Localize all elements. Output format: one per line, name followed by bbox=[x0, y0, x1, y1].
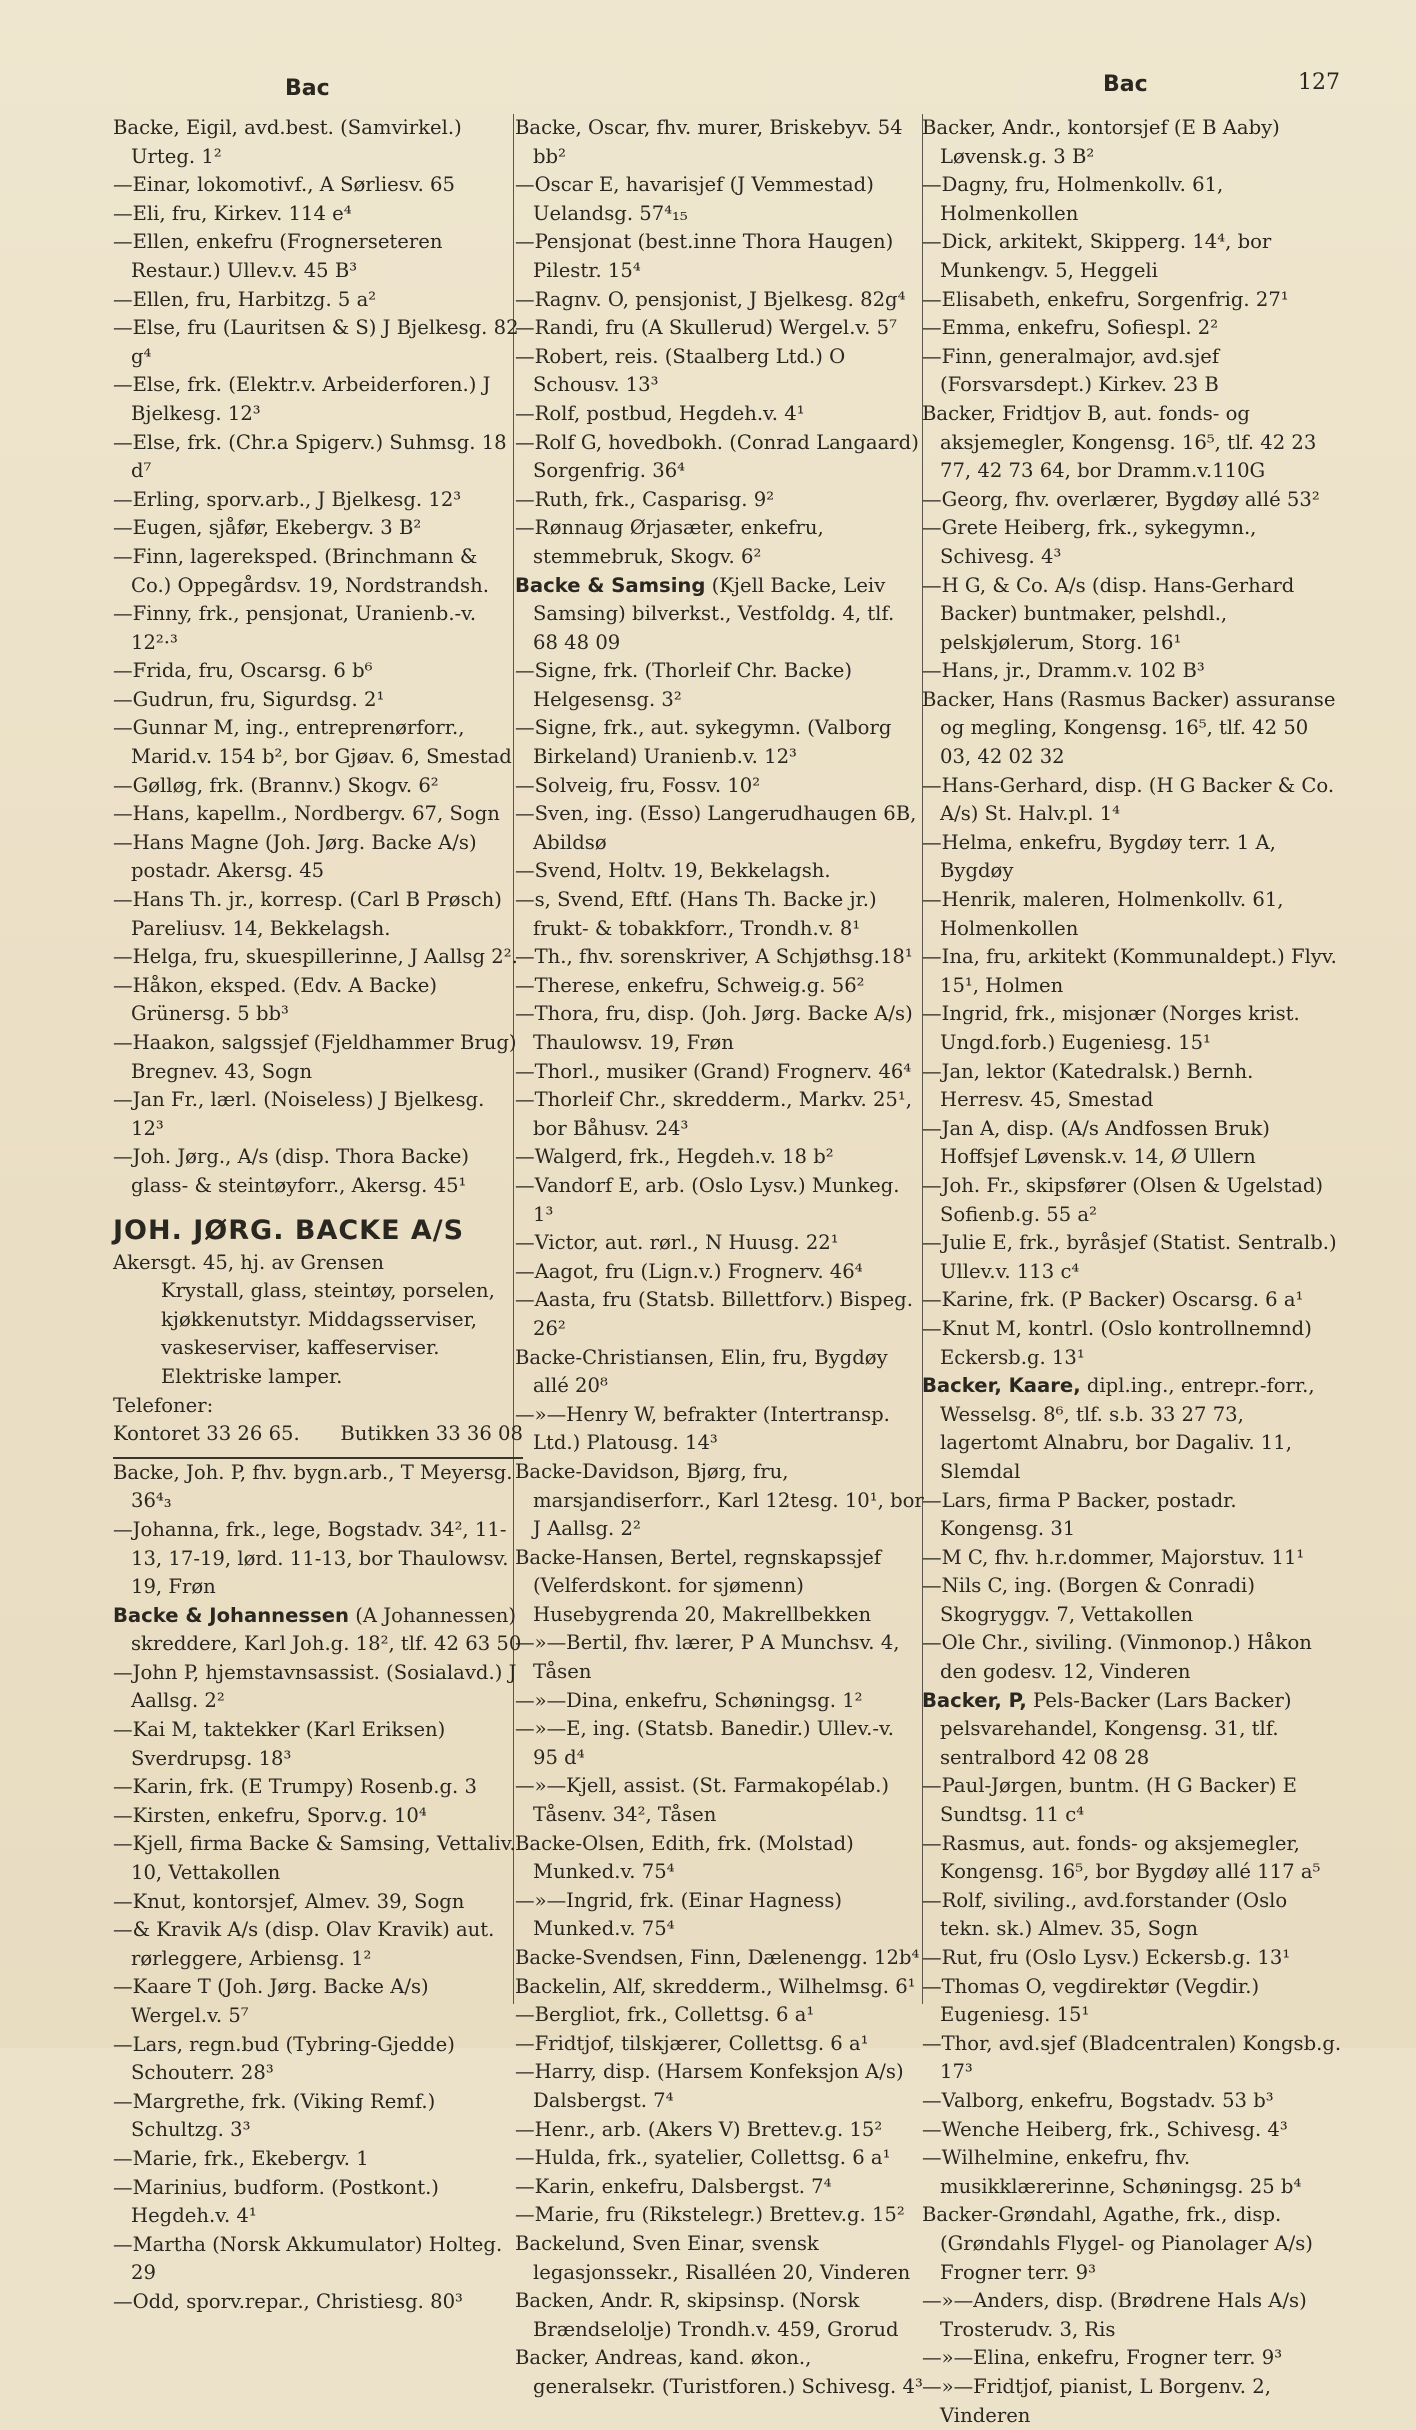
directory-entry: —Helma, enkefru, Bygdøy terr. 1 A, Bygdøy bbox=[922, 830, 1276, 883]
directory-entry: —Victor, aut. rørl., N Huusg. 22¹ bbox=[515, 1231, 839, 1255]
directory-entry: Backe, Oscar, fhv. murer, Briskebyv. 54 bb² bbox=[515, 116, 903, 168]
directory-entry: —Thorleif Chr., skredderm., Markv. 25¹, bor Båhusv. 24³ bbox=[515, 1088, 912, 1140]
directory-entry: —Rolf, postbud, Hegdeh.v. 4¹ bbox=[515, 401, 805, 425]
directory-entry: —Finn, generalmajor, avd.sjef (Forsvarsdept.) Kirkev. 23 B bbox=[922, 344, 1220, 397]
directory-entry: —Marie, fru (Rikstelegr.) Brettev.g. 15² bbox=[515, 2203, 905, 2227]
directory-entry: —Frida, fru, Oscarsg. 6 b⁶ bbox=[113, 659, 373, 683]
directory-entry: —Jan Fr., lærl. (Noiseless) J Bjelkesg. 12³ bbox=[113, 1088, 485, 1140]
directory-entry: —Thora, fru, disp. (Joh. Jørg. Backe A/s) Thaulowsv. 19, Frøn bbox=[515, 1002, 913, 1054]
directory-entry: —Aagot, fru (Lign.v.) Frognerv. 46⁴ bbox=[515, 1259, 863, 1283]
ad-title: JOH. JØRG. BACKE A/S bbox=[113, 1214, 465, 1246]
directory-entry: —Dick, arkitekt, Skipperg. 14⁴, bor Munkengv. 5, Heggeli bbox=[922, 230, 1272, 282]
directory-entry: —Bergliot, frk., Collettsg. 6 a¹ bbox=[515, 2003, 815, 2027]
directory-entry: —Th., fhv. sorenskriver, A Schjøthsg.18¹ bbox=[515, 945, 913, 969]
directory-entry: —Emma, enkefru, Sofiespl. 2² bbox=[922, 316, 1219, 340]
directory-entry: Backe, Joh. P, fhv. bygn.arb., T Meyersg. 36⁴₃ bbox=[113, 1460, 513, 1513]
directory-entry: —Rønnaug Ørjasæter, enkefru, stemmebruk, Skogv. 6² bbox=[515, 516, 824, 568]
column-2 bbox=[515, 114, 925, 2398]
directory-entry: —Hans-Gerhard, disp. (H G Backer & Co. A/s) St. Halv.pl. 1⁴ bbox=[922, 773, 1335, 826]
directory-entry: —»—Anders, disp. (Brødrene Hals A/s) Trosterudv. 3, Ris bbox=[922, 2289, 1307, 2341]
directory-entry: —Dagny, fru, Holmenkollv. 61, Holmenkollen bbox=[922, 173, 1224, 225]
ad-phones bbox=[113, 1420, 523, 1449]
directory-entry: —Nils C, ing. (Borgen & Conradi) Skogryggv. 7, Vettakollen bbox=[922, 1574, 1255, 1626]
directory-entry: Backer, Andreas, kand. økon., generalsekr. (Turistforen.) Schivesg. 4³ bbox=[515, 2346, 923, 2398]
directory-entry: Backer, Hans (Rasmus Backer) assuranse og megling, Kongensg. 16⁵, tlf. 42 50 03, 42 02 32 bbox=[922, 687, 1336, 769]
directory-entry: —Haakon, salgssjef (Fjeldhammer Brug) Bregnev. 43, Sogn bbox=[113, 1031, 517, 1083]
directory-entry: —Hulda, frk., syatelier, Collettsg. 6 a¹ bbox=[515, 2146, 891, 2170]
right-guide-word: Bac bbox=[1103, 72, 1148, 97]
directory-entry: Backe-Hansen, Bertel, regnskapssjef (Velferdskont. for sjømenn) Husebygrenda 20, Makrellbekken bbox=[515, 1545, 882, 1626]
directory-entry: —Kirsten, enkefru, Sporv.g. 10⁴ bbox=[113, 1803, 427, 1827]
directory-entry: —Randi, fru (A Skullerud) Wergel.v. 5⁷ bbox=[515, 316, 897, 340]
directory-entry: —Henrik, maleren, Holmenkollv. 61, Holmenkollen bbox=[922, 888, 1284, 940]
directory-entry: —Kai M, taktekker (Karl Eriksen) Sverdrupsg. 18³ bbox=[113, 1718, 446, 1770]
directory-entry: —Georg, fhv. overlærer, Bygdøy allé 53² bbox=[922, 487, 1320, 511]
directory-entry: —Signe, frk. (Thorleif Chr. Backe) Helgesensg. 3² bbox=[515, 659, 852, 711]
directory-entry: —Else, frk. (Elektr.v. Arbeiderforen.) J Bjelkesg. 12³ bbox=[113, 373, 491, 425]
ad-line: Krystall, glass, steintøy, porselen, bbox=[161, 1279, 495, 1303]
directory-entry: —Thomas O, vegdirektør (Vegdir.) Eugeniesg. 15¹ bbox=[922, 1974, 1260, 2027]
directory-entry: —Marinius, budform. (Postkont.) Hegdeh.v. 4¹ bbox=[113, 2175, 439, 2228]
directory-entry: —»—Kjell, assist. (St. Farmakopélab.) Tåsenv. 34², Tåsen bbox=[515, 1774, 890, 1827]
directory-entry: —Therese, enkefru, Schweig.g. 56² bbox=[515, 973, 865, 997]
directory-entry: —Robert, reis. (Staalberg Ltd.) O Schousv. 13³ bbox=[515, 344, 846, 397]
directory-entry: Backen, Andr. R, skipsinsp. (Norsk Brændselolje) Trondh.v. 459, Grorud bbox=[515, 2289, 899, 2341]
directory-entry: —»—Bertil, fhv. lærer, P A Munchsv. 4, Tåsen bbox=[515, 1631, 900, 1684]
directory-entry: —Erling, sporv.arb., J Bjelkesg. 12³ bbox=[113, 487, 462, 511]
directory-entry: —Else, frk. (Chr.a Spigerv.) Suhmsg. 18 d⁷ bbox=[113, 430, 507, 483]
column-1-entries-top bbox=[113, 114, 523, 1201]
directory-entry: —Ole Chr., siviling. (Vinmonop.) Håkon den godesv. 12, Vinderen bbox=[922, 1631, 1312, 1684]
directory-entry: —Jan A, disp. (A/s Andfossen Bruk) Hoffsjef Løvensk.v. 14, Ø Ullern bbox=[922, 1116, 1270, 1169]
directory-entry: Backe-Davidson, Bjørg, fru, marsjandiserforr., Karl 12tesg. 10¹, bor J Aallsg. 2² bbox=[515, 1459, 924, 1541]
ad-lamps: Elektriske lamper. bbox=[161, 1364, 343, 1388]
directory-entry: Backe, Eigil, avd.best. (Samvirkel.) Urteg. 1² bbox=[113, 116, 462, 168]
directory-entry: Backelin, Alf, skredderm., Wilhelmsg. 6¹ bbox=[515, 1974, 916, 1998]
directory-entry: —Lars, regn.bud (Tybring-Gjedde) Schouterr. 28³ bbox=[113, 2032, 455, 2085]
directory-entry: —Thorl., musiker (Grand) Frognerv. 46⁴ bbox=[515, 1059, 912, 1083]
ad-office-phone: Kontoret 33 26 65. bbox=[113, 1422, 300, 1446]
directory-entry: —Sven, ing. (Esso) Langerudhaugen 6B, Abildsø bbox=[515, 802, 917, 854]
directory-entry: —»—Henry W, befrakter (Intertransp. Ltd.) Platousg. 14³ bbox=[515, 1402, 890, 1455]
directory-entry: Backe-Olsen, Edith, frk. (Molstad) Munked.v. 75⁴ bbox=[515, 1831, 854, 1884]
directory-entry: —Ragnv. O, pensjonist, J Bjelkesg. 82g⁴ bbox=[515, 287, 906, 311]
ad-shop-phone: Butikken 33 36 08 bbox=[340, 1422, 523, 1446]
directory-entry: —Karin, enkefru, Dalsbergst. 7⁴ bbox=[515, 2174, 832, 2198]
directory-entry: —Aasta, fru (Statsb. Billettforv.) Bispeg. 26² bbox=[515, 1288, 913, 1340]
directory-entry: —Thor, avd.sjef (Bladcentralen) Kongsb.g. 17³ bbox=[922, 2031, 1342, 2084]
directory-entry: —Svend, Holtv. 19, Bekkelagsh. bbox=[515, 859, 831, 883]
directory-entry: —Pensjonat (best.inne Thora Haugen) Pilestr. 15⁴ bbox=[515, 230, 894, 282]
directory-entry: —Knut, kontorsjef, Almev. 39, Sogn bbox=[113, 1889, 465, 1913]
directory-entry: —Ingrid, frk., misjonær (Norges krist. Ungd.forb.) Eugeniesg. 15¹ bbox=[922, 1002, 1300, 1054]
directory-entry: Backer, Kaare, dipl.ing., entrepr.-forr., Wesselsg. 8⁶, tlf. s.b. 33 27 73, lagertomt Alnabru, bor Dagaliv. 11, Slemdal bbox=[922, 1374, 1315, 1483]
directory-entry: —Rolf G, hovedbokh. (Conrad Langaard) Sorgenfrig. 36⁴ bbox=[515, 430, 919, 483]
directory-entry: —Odd, sporv.repar., Christiesg. 80³ bbox=[113, 2289, 463, 2313]
directory-entry: —Joh. Fr., skipsfører (Olsen & Ugelstad) Sofienb.g. 55 a² bbox=[922, 1173, 1324, 1226]
directory-entry: —»—Elina, enkefru, Frogner terr. 9³ bbox=[922, 2346, 1283, 2370]
directory-entry: —Oscar E, havarisjef (J Vemmestad) Uelandsg. 57⁴₁₅ bbox=[515, 173, 874, 225]
directory-entry: —Gunnar M, ing., entreprenørforr., Marid.v. 154 b², bor Gjøav. 6, Smestad bbox=[113, 716, 512, 769]
directory-entry: Backe-Christiansen, Elin, fru, Bygdøy allé 20⁸ bbox=[515, 1345, 888, 1398]
directory-entry: —Henr., arb. (Akers V) Brettev.g. 15² bbox=[515, 2117, 883, 2141]
directory-entry: —Rolf, siviling., avd.forstander (Oslo tekn. sk.) Almev. 35, Sogn bbox=[922, 1888, 1288, 1941]
directory-entry: —Kjell, firma Backe & Samsing, Vettaliv. 10, Vettakollen bbox=[113, 1832, 516, 1885]
directory-entry: —Else, fru (Lauritsen & S) J Bjelkesg. 82 g⁴ bbox=[113, 316, 519, 368]
directory-entry: —Hans Th. jr., korresp. (Carl B Prøsch) Pareliusv. 14, Bekkelagsh. bbox=[113, 888, 502, 940]
ad-tel-label: Telefoner: bbox=[113, 1393, 214, 1417]
directory-entry: —Martha (Norsk Akkumulator) Holteg. 29 bbox=[113, 2232, 503, 2285]
left-guide-word: Bac bbox=[285, 76, 330, 101]
directory-entry: —s, Svend, Eftf. (Hans Th. Backe jr.) frukt- & tobakkforr., Trondh.v. 8¹ bbox=[515, 888, 877, 940]
directory-entry: Backe & Johannessen (A Johannessen) skreddere, Karl Joh.g. 18², tlf. 42 63 50 bbox=[113, 1603, 522, 1656]
directory-entry: —Wenche Heiberg, frk., Schivesg. 4³ bbox=[922, 2117, 1288, 2141]
directory-entry: —Signe, frk., aut. sykegymn. (Valborg Birkeland) Uranienb.v. 12³ bbox=[515, 716, 892, 769]
directory-entry: —Harry, disp. (Harsem Konfeksjon A/s) Dalsbergst. 7⁴ bbox=[515, 2060, 904, 2112]
page-header bbox=[0, 66, 1416, 106]
directory-entry: —Hans, jr., Dramm.v. 102 B³ bbox=[922, 659, 1205, 683]
directory-entry: —John P, hjemstavnsassist. (Sosialavd.) J Aallsg. 2² bbox=[113, 1660, 517, 1713]
directory-entry: —Margrethe, frk. (Viking Remf.) Schultzg. 3³ bbox=[113, 2089, 436, 2142]
directory-entry: —Ruth, frk., Casparisg. 9² bbox=[515, 487, 775, 511]
directory-entry: —Kaare T (Joh. Jørg. Backe A/s) Wergel.v. 5⁷ bbox=[113, 1975, 429, 2027]
column-1 bbox=[113, 114, 523, 2313]
directory-entry: —Fridtjof, tilskjærer, Collettsg. 6 a¹ bbox=[515, 2031, 869, 2055]
directory-entry: —Walgerd, frk., Hegdeh.v. 18 b² bbox=[515, 1145, 834, 1169]
directory-entry: —Jan, lektor (Katedralsk.) Bernh. Herresv. 45, Smestad bbox=[922, 1059, 1254, 1112]
directory-entry: —Karine, frk. (P Backer) Oscarsg. 6 a¹ bbox=[922, 1288, 1304, 1312]
column-1-entries-bottom bbox=[113, 1459, 523, 2317]
directory-entry: —Lars, firma P Backer, postadr. Kongensg. 31 bbox=[922, 1488, 1237, 1541]
directory-entry: —Finn, lagereksped. (Brinchmann & Co.) Oppegårdsv. 19, Nordstrandsh. bbox=[113, 544, 489, 597]
ad-line: kjøkkenutstyr. Middagsserviser, bbox=[161, 1307, 478, 1331]
directory-entry: Backer, Fridtjov B, aut. fonds- og aksjemegler, Kongensg. 16⁵, tlf. 42 23 77, 42 73 64, bor Dramm.v.110G bbox=[922, 401, 1317, 483]
directory-entry: —Elisabeth, enkefru, Sorgenfrig. 27¹ bbox=[922, 287, 1289, 311]
directory-entry: Backelund, Sven Einar, svensk legasjonssekr., Risalléen 20, Vinderen bbox=[515, 2231, 911, 2284]
directory-entry: —Håkon, eksped. (Edv. A Backe) Grünersg. 5 bb³ bbox=[113, 973, 438, 1026]
column-3-entries bbox=[922, 114, 1342, 2430]
ad-line: vaskeserviser, kaffeserviser. bbox=[161, 1336, 440, 1360]
directory-entry: —Helga, fru, skuespillerinne, J Aallsg 2². bbox=[113, 945, 518, 969]
page-number: 127 bbox=[1298, 70, 1340, 95]
directory-entry: —Gudrun, fru, Sigurdsg. 2¹ bbox=[113, 687, 385, 711]
directory-entry: —»—E, ing. (Statsb. Banedir.) Ullev.-v. 95 d⁴ bbox=[515, 1717, 894, 1769]
directory-entry: —Knut M, kontrl. (Oslo kontrollnemnd) Eckersb.g. 13¹ bbox=[922, 1316, 1312, 1369]
directory-entry: —Joh. Jørg., A/s (disp. Thora Backe) glass- & steintøyforr., Akersg. 45¹ bbox=[113, 1145, 470, 1197]
directory-entry: —M C, fhv. h.r.dommer, Majorstuv. 11¹ bbox=[922, 1545, 1305, 1569]
directory-entry: —Karin, frk. (E Trumpy) Rosenb.g. 3 bbox=[113, 1775, 477, 1799]
directory-entry: —& Kravik A/s (disp. Olav Kravik) aut. rørleggere, Arbiensg. 1² bbox=[113, 1918, 495, 1970]
directory-entry: —Einar, lokomotivf., A Sørliesv. 65 bbox=[113, 173, 455, 197]
directory-entry: —Finny, frk., pensjonat, Uranienb.-v. 12²·³ bbox=[113, 602, 477, 654]
directory-entry: Backe & Samsing (Kjell Backe, Leiv Samsing) bilverkst., Vestfoldg. 4, tlf. 68 48 09 bbox=[515, 573, 895, 654]
directory-entry: —Julie E, frk., byråsjef (Statist. Sentralb.) Ullev.v. 113 c⁴ bbox=[922, 1231, 1337, 1283]
directory-entry: —»—Dina, enkefru, Schøningsg. 1² bbox=[515, 1688, 863, 1712]
directory-entry: —Grete Heiberg, frk., sykegymn., Schivesg. 4³ bbox=[922, 516, 1257, 568]
directory-entry: —Marie, frk., Ekebergv. 1 bbox=[113, 2146, 369, 2170]
directory-entry: Backer, Andr., kontorsjef (E B Aaby) Løvensk.g. 3 B² bbox=[922, 116, 1280, 168]
advertisement bbox=[113, 1209, 523, 1459]
directory-entry: Backer, P, Pels-Backer (Lars Backer) pelsvarehandel, Kongensg. 31, tlf. sentralbord 42 08 28 bbox=[922, 1688, 1292, 1769]
directory-entry: Backe-Svendsen, Finn, Dælenengg. 12b⁴ bbox=[515, 1946, 920, 1969]
directory-entry: —Gølløg, frk. (Brannv.) Skogv. 6² bbox=[113, 773, 439, 797]
directory-entry: —Vandorf E, arb. (Oslo Lysv.) Munkeg. 1³ bbox=[515, 1173, 900, 1226]
directory-entry: —Eugen, sjåfør, Ekebergv. 3 B² bbox=[113, 516, 422, 540]
directory-entry: —Paul-Jørgen, buntm. (H G Backer) E Sundtsg. 11 c⁴ bbox=[922, 1774, 1297, 1827]
column-2-entries bbox=[515, 114, 925, 2402]
directory-entry: —Eli, fru, Kirkev. 114 e⁴ bbox=[113, 201, 352, 225]
directory-entry: —Rut, fru (Oslo Lysv.) Eckersb.g. 13¹ bbox=[922, 1946, 1291, 1969]
directory-entry: —Hans Magne (Joh. Jørg. Backe A/s) postadr. Akersg. 45 bbox=[113, 830, 477, 883]
directory-entry: —Hans, kapellm., Nordbergv. 67, Sogn bbox=[113, 802, 500, 826]
directory-entry: —Rasmus, aut. fonds- og aksjemegler, Kongensg. 16⁵, bor Bygdøy allé 117 a⁵ bbox=[922, 1831, 1321, 1884]
directory-entry: —Ellen, fru, Harbitzg. 5 a² bbox=[113, 287, 377, 311]
directory-entry: —Valborg, enkefru, Bogstadv. 53 b³ bbox=[922, 2088, 1274, 2112]
directory-entry: —Wilhelmine, enkefru, fhv. musikklærerinne, Schøningsg. 25 b⁴ bbox=[922, 2146, 1302, 2198]
directory-entry: —Ina, fru, arkitekt (Kommunaldept.) Flyv. 15¹, Holmen bbox=[922, 945, 1337, 997]
directory-entry: —Ellen, enkefru (Frognerseteren Restaur.) Ullev.v. 45 B³ bbox=[113, 230, 443, 282]
directory-entry: Backer-Grøndahl, Agathe, frk., disp. (Grøndahls Flygel- og Pianolager A/s) Frogner terr. 9³ bbox=[922, 2203, 1313, 2284]
directory-entry: —»—Ingrid, frk. (Einar Hagness) Munked.v. 75⁴ bbox=[515, 1888, 843, 1941]
ad-address: Akersgt. 45, hj. av Grensen bbox=[113, 1250, 384, 1274]
directory-entry: —H G, & Co. A/s (disp. Hans-Gerhard Backer) buntmaker, pelshdl., pelskjølerum, Storg. 16¹ bbox=[922, 573, 1295, 654]
directory-entry: —»—Fridtjof, pianist, L Borgenv. 2, Vinderen bbox=[922, 2374, 1271, 2427]
directory-entry: —Johanna, frk., lege, Bogstadv. 34², 11-13, 17-19, lørd. 11-13, bor Thaulowsv. 19, Frøn bbox=[113, 1517, 509, 1599]
directory-entry: —Solveig, fru, Fossv. 10² bbox=[515, 773, 761, 797]
column-3 bbox=[922, 114, 1342, 2427]
